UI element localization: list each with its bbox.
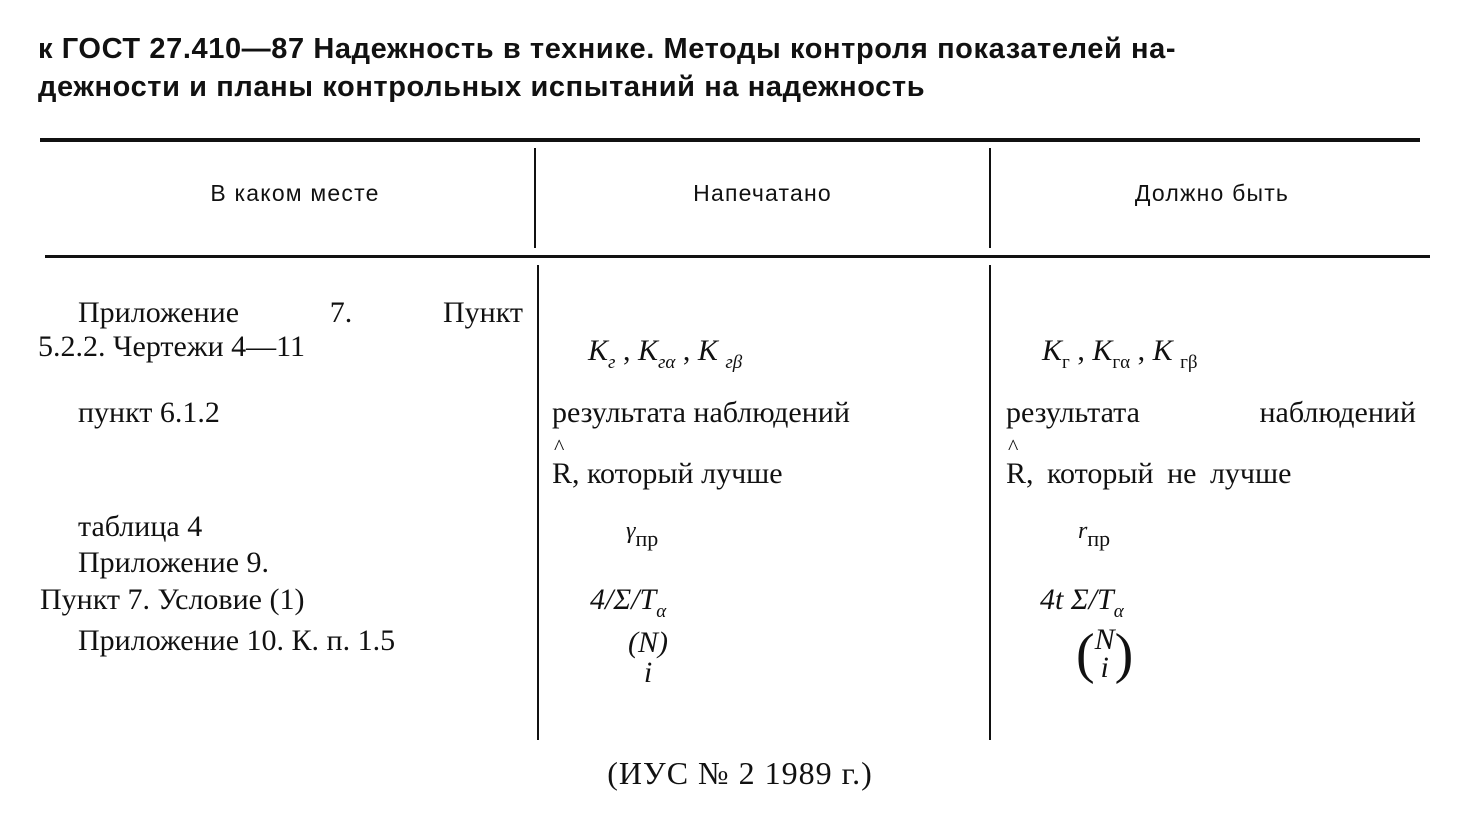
row-1-place — [38, 296, 523, 364]
row-2-place: пункт 6.1.2 — [78, 396, 220, 429]
footer-reference: (ИУС № 2 1989 г.) — [607, 755, 873, 791]
column-divider-1-header — [534, 148, 536, 248]
row-2-printed-line-1: результата наблюдений — [552, 396, 850, 429]
table-top-rule — [40, 138, 1420, 142]
row-1-place-line-2: 5.2.2. Чертежи 4—11 — [38, 330, 306, 363]
row-2-correct-hat: ^ — [1008, 434, 1019, 459]
column-divider-1-body — [537, 265, 539, 740]
row-5-printed-top: (N) — [628, 626, 668, 659]
column-divider-2-body — [989, 265, 991, 740]
header-correct: Должно быть — [1134, 180, 1290, 206]
header-place: В каком месте — [210, 180, 380, 206]
row-3-place: таблица 4 — [78, 510, 203, 543]
row-5-place: Приложение 10. К. п. 1.5 — [78, 624, 396, 657]
binomial-left-paren: ( — [1076, 623, 1095, 685]
row-2-correct-word-2: наблюдений — [1259, 396, 1416, 429]
document-title — [38, 30, 1428, 106]
row-5-printed-bottom: i — [643, 656, 653, 689]
row-5-correct — [1076, 623, 1134, 685]
row-2-printed-hat: ^ — [554, 434, 565, 459]
row-2-correct-line-1 — [1006, 396, 1416, 430]
row-1-place-word-2: 7. — [329, 296, 353, 329]
title-line-1: к ГОСТ 27.410—87 Надежность в технике. Методы контроля показателей на- — [38, 33, 1177, 65]
title-line-2: дежности и планы контрольных испытаний на надежность — [38, 71, 926, 103]
row-4-place-line-1: Приложение 9. — [78, 546, 270, 579]
row-1-printed: $K_г$ , $K_{г\alpha}$ , K $_{г\beta}$ — [588, 334, 743, 373]
row-5-printed — [628, 628, 668, 688]
row-4-printed: $4/\Sigma/T_\alpha$ — [590, 583, 667, 622]
row-5-correct-top: N — [1094, 623, 1115, 656]
row-1-place-word-3: Пункт — [442, 296, 523, 329]
row-3-printed: γпр — [626, 518, 659, 551]
row-2-printed-line-2: R, который лучше — [552, 457, 783, 490]
row-2-correct-word-1: результата — [1006, 396, 1140, 429]
table-header-rule — [45, 255, 1430, 258]
row-3-correct: rпр — [1078, 518, 1111, 551]
row-5-correct-bottom: i — [1100, 651, 1109, 684]
row-1-correct: $K_г$ , $K_{г\alpha}$ , K $_{г\beta}$ — [1042, 334, 1198, 373]
column-divider-2-header — [989, 148, 991, 248]
row-2-correct-line-2: R, который не лучше — [1006, 457, 1292, 490]
header-printed: Напечатано — [693, 180, 832, 206]
row-4-correct: 4t $\Sigma/T_\alpha$ — [1040, 583, 1124, 622]
binomial-right-paren: ) — [1114, 623, 1134, 685]
row-1-place-word-1: Приложение — [78, 296, 240, 329]
row-4-place-line-2: Пункт 7. Условие (1) — [40, 583, 305, 616]
